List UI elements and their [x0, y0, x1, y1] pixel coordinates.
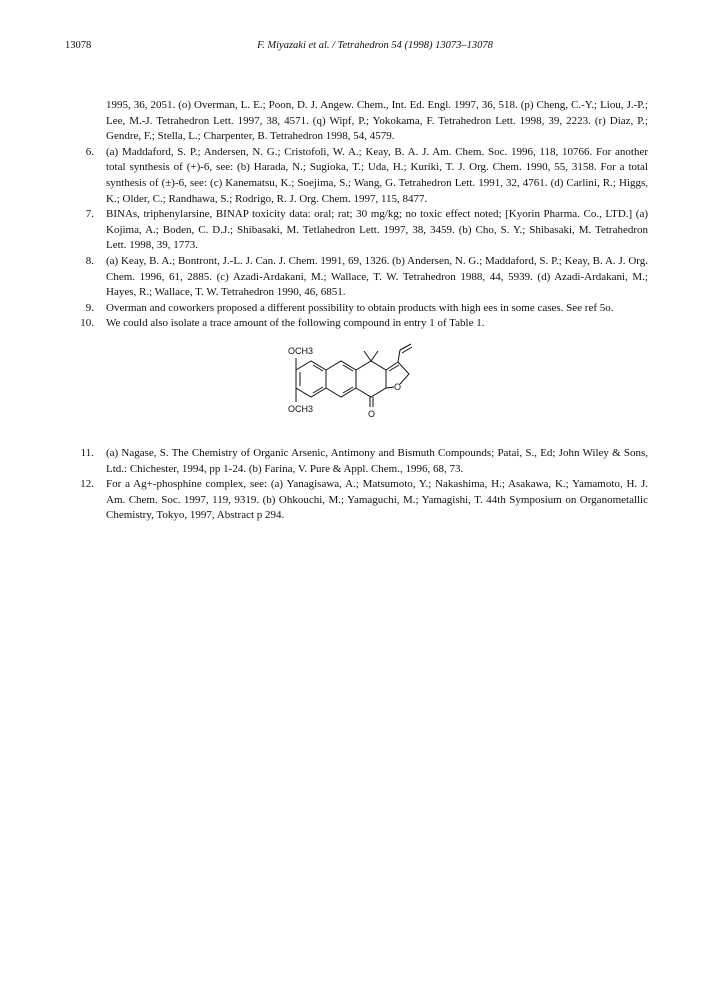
note-9	[73, 301, 648, 317]
chemical-structure	[276, 340, 446, 430]
note-number: 7.	[85, 208, 94, 221]
aromatic-bond	[313, 387, 323, 393]
page-header	[65, 40, 685, 56]
furan-ring	[386, 362, 409, 384]
ring-right	[356, 361, 386, 397]
note-10	[73, 316, 648, 332]
ring-oxygen-label: O	[393, 381, 401, 392]
furan-bond	[386, 387, 394, 388]
note-continuation	[73, 98, 648, 145]
note-6	[73, 145, 648, 207]
note-12	[73, 477, 648, 524]
methoxy-label-bottom: OCH3	[287, 403, 313, 414]
note-number: 12.	[80, 478, 94, 491]
note-number: 9.	[85, 301, 94, 314]
note-7	[73, 207, 648, 254]
note-11	[73, 446, 648, 477]
page-number: 13078	[65, 40, 92, 51]
note-number: 8.	[85, 254, 94, 267]
aromatic-bond	[343, 365, 353, 371]
chemical-structure-figure	[73, 340, 648, 430]
note-text: BINAs, triphenylarsine, BINAP toxicity data: oral; rat; 30 mg/kg; no toxic effect noted; [Kyorin Pharma. Co., LTD.] (a) Kojima, A.; Boden, C. D.J.; Shibasaki, M. Tetlahedron Lett. 1997, 38, 3459. (b) Cho, S. Y.; Shibasaki, M. Tetrahedron Lett. 1998, 39, 1773.	[106, 208, 648, 252]
note-8	[73, 254, 648, 301]
running-head: F. Miyazaki et al. / Tetrahedron 54 (1998) 13073–13078	[257, 40, 493, 51]
note-text: (a) Keay, B. A.; Bontront, J.-L. J. Can. J. Chem. 1991, 69, 1326. (b) Andersen, N. G.; Maddaford, S. P.; Keay, B. A. J. Org. Chem. 1996, 61, 2885. (c) Azadi-Ardakani, M.; Wallace, T. W. Tetrahedron 1988, 44, 5939. (d) Azadi-Ardakani, M.; Hayes, R.; Wallace, T. W. Tetrahedron 1990, 46, 6851.	[106, 254, 648, 299]
aromatic-bond	[343, 387, 353, 393]
methyl-bond	[371, 351, 378, 361]
note-text: 1995, 36, 2051. (o) Overman, L. E.; Poon, D. J. Angew. Chem., Int. Ed. Engl. 1997, 36, 518. (p) Cheng, C.-Y.; Liou, J.-P.; Lee, M.-J. Tetrahedron Lett. 1997, 38, 4571. (q) Wipf, P.; Yokokama, F. Tetrahedron Lett. 1998, 39, 2223. (r) Diaz, P.; Gendre, F.; Stella, L.; Charpenter, B. Tetrahedron 1998, 54, 4579.	[106, 99, 648, 143]
benzene-ring-middle	[326, 361, 356, 397]
reference-notes	[73, 98, 648, 524]
note-number: 10.	[80, 317, 94, 330]
note-text: For a Ag+-phosphine complex, see: (a) Yanagisawa, A.; Matsumoto, Y.; Nakashima, H.; Asakawa, K.; Yamamoto, H. J. Am. Chem. Soc. 1997, 119, 9319. (b) Ohkouchi, M.; Yamaguchi, M.; Yamagishi, T. 44th Symposium on Organometallic Chemistry, Tokyo, 1997, Abstract p 294.	[106, 478, 648, 522]
note-text: (a) Nagase, S. The Chemistry of Organic Arsenic, Antimony and Bismuth Compounds; Patai, S., Ed; John Wiley & Sons, Ltd.: Chichester, 1994, pp 1-24. (b) Farina, V. Pure & Appl. Chem., 1996, 68, 73.	[106, 446, 648, 475]
carbonyl-oxygen-label: O	[367, 408, 375, 419]
aromatic-bond	[313, 365, 323, 371]
furan-double-bond	[389, 365, 399, 371]
vinyl-bond	[398, 350, 400, 362]
note-text: Overman and coworkers proposed a different possibility to obtain products with high ees in some cases. See ref 5o.	[106, 301, 614, 314]
note-number: 6.	[85, 145, 94, 158]
note-text: (a) Maddaford, S. P.; Andersen, N. G.; Cristofoli, W. A.; Keay, B. A. J. Am. Chem. Soc. 1996, 118, 10766. For another total synthesis of (+)-6, see: (b) Harada, N.; Sugioka, T.; Uda, H.; Kuriki, T. J. Org. Chem. 1990, 55, 3158. For a total synthesis of (±)-6, see: (c) Kanematsu, K.; Soejima, S.; Wang, G. Tetrahedron Lett. 1991, 32, 4761. (d) Carlini, R.; Higgs, K.; Older, C.; Randhawa, S.; Rodrigo, R. J. Org. Chem. 1997, 115, 8477.	[106, 145, 648, 205]
methoxy-label-top: OCH3	[287, 345, 313, 356]
methyl-bond	[364, 351, 371, 361]
note-number: 11.	[80, 446, 94, 459]
note-text: We could also isolate a trace amount of the following compound in entry 1 of Table 1.	[106, 317, 485, 330]
